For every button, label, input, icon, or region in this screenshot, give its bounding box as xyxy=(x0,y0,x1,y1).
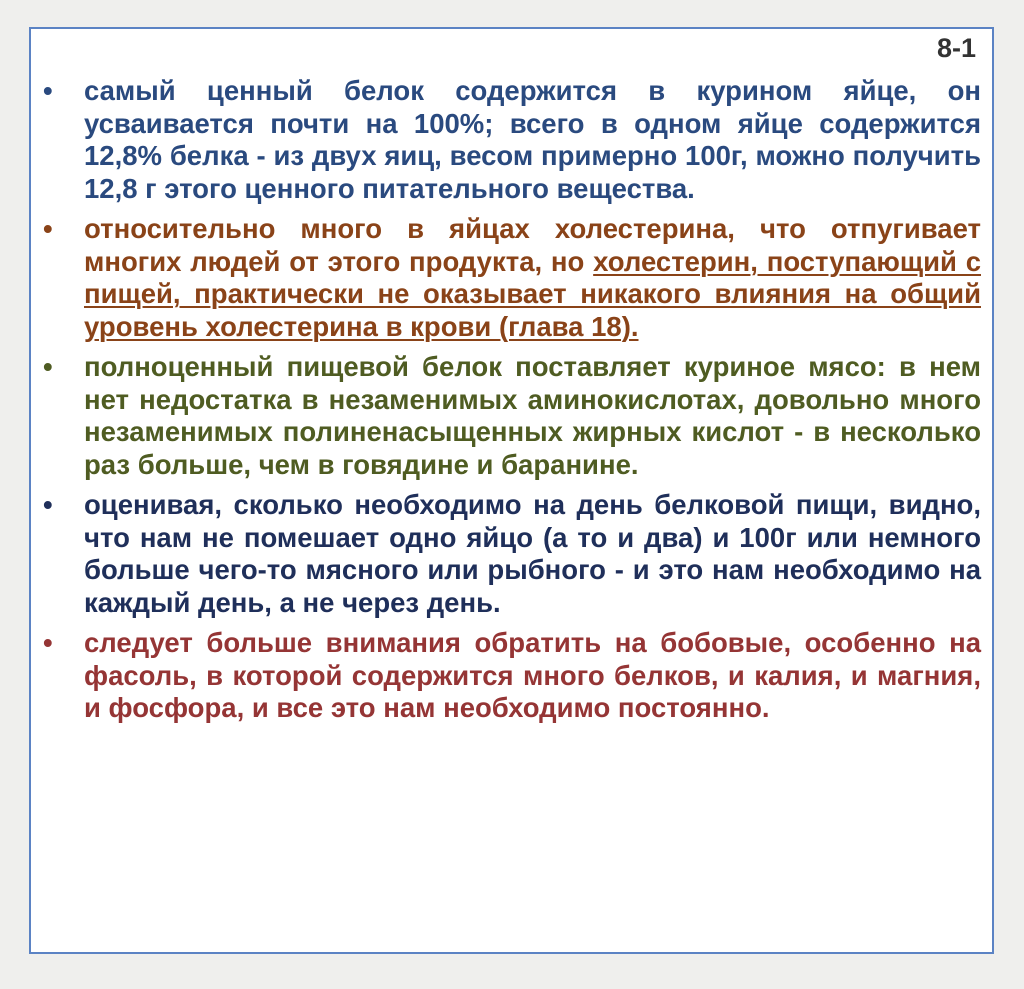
bullet-dot-icon: • xyxy=(43,489,53,520)
bullet-text: самый ценный белок содержится в курином яйце, он усваивается почти на 100%; всего в одном яйце содержится 12,8% белка - из двух яиц, весом примерно 100г, можно получить 12,8 г этого ценного питательного вещества. xyxy=(84,75,981,204)
bullet-text: следует больше внимания обратить на бобовые, особенно на фасоль, в которой содержится много белков, и калия, и магния, и фосфора, и все это нам необходимо постоянно. xyxy=(84,627,981,723)
bullet-text: оценивая, сколько необходимо на день белковой пищи, видно, что нам не помешает одно яйцо (а то и два) и 100г или немного больше чего-то мясного или рыбного - и это нам необходимо на каждый день, а не через день. xyxy=(84,489,981,618)
bullet-dot-icon: • xyxy=(43,627,53,658)
bullet-list xyxy=(31,75,992,733)
bullet-dot-icon: • xyxy=(43,351,53,382)
bullet-item-egg-protein xyxy=(31,75,992,205)
bullet-item-daily-intake xyxy=(31,489,992,619)
slide-frame xyxy=(29,27,994,954)
bullet-item-legumes xyxy=(31,627,992,725)
page-number: 8-1 xyxy=(936,33,976,63)
bullet-underlined-text: холестерин, поступающий с пищей, практически не оказывает никакого влияния на общий уровень холестерина в крови (глава 18). xyxy=(84,245,981,342)
bullet-text: относительно много в яйцах холестерина, что отпугивает многих людей от этого продукта, но xyxy=(84,213,981,277)
bullet-text: полноценный пищевой белок поставляет куриное мясо: в нем нет недостатка в незаменимых аминокислотах, довольно много незаменимых полиненасыщенных жирных кислот - в несколько раз больше, чем в говядине и баранине. xyxy=(84,351,981,480)
bullet-item-cholesterol xyxy=(31,213,992,343)
bullet-dot-icon: • xyxy=(43,213,53,244)
bullet-dot-icon: • xyxy=(43,75,53,106)
bullet-item-chicken-meat xyxy=(31,351,992,481)
